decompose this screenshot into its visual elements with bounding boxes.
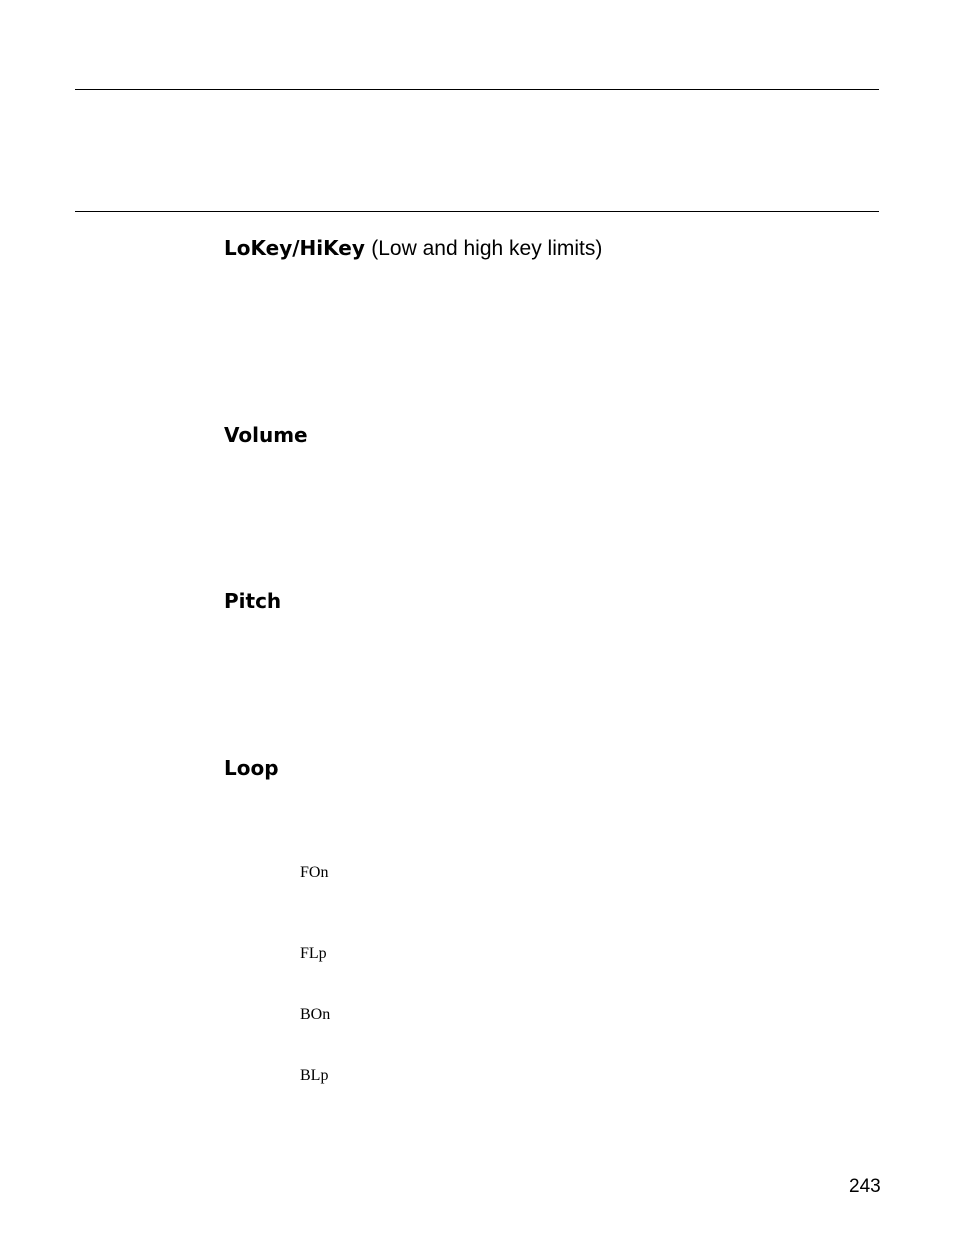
section-heading-pitch (224, 589, 281, 613)
section-heading-lokey-hikey-subtitle: (Low and high key limits) (371, 237, 603, 260)
header-rule-top (75, 89, 879, 90)
header-rule-bottom (75, 211, 879, 212)
page-number: 243 (849, 1176, 881, 1197)
section-heading-lokey-hikey (224, 236, 602, 261)
section-heading-loop-title: Loop (224, 756, 279, 780)
section-heading-pitch-title: Pitch (224, 589, 282, 613)
section-heading-loop (224, 756, 279, 780)
loop-option-bon: BOn (300, 1006, 331, 1023)
loop-option-flp: FLp (300, 945, 327, 962)
section-heading-lokey-hikey-title: LoKey/HiKey (224, 236, 365, 260)
section-heading-volume-title: Volume (224, 423, 308, 447)
section-heading-volume (224, 423, 308, 447)
loop-option-fon: FOn (300, 864, 329, 881)
loop-option-blp: BLp (300, 1067, 329, 1084)
